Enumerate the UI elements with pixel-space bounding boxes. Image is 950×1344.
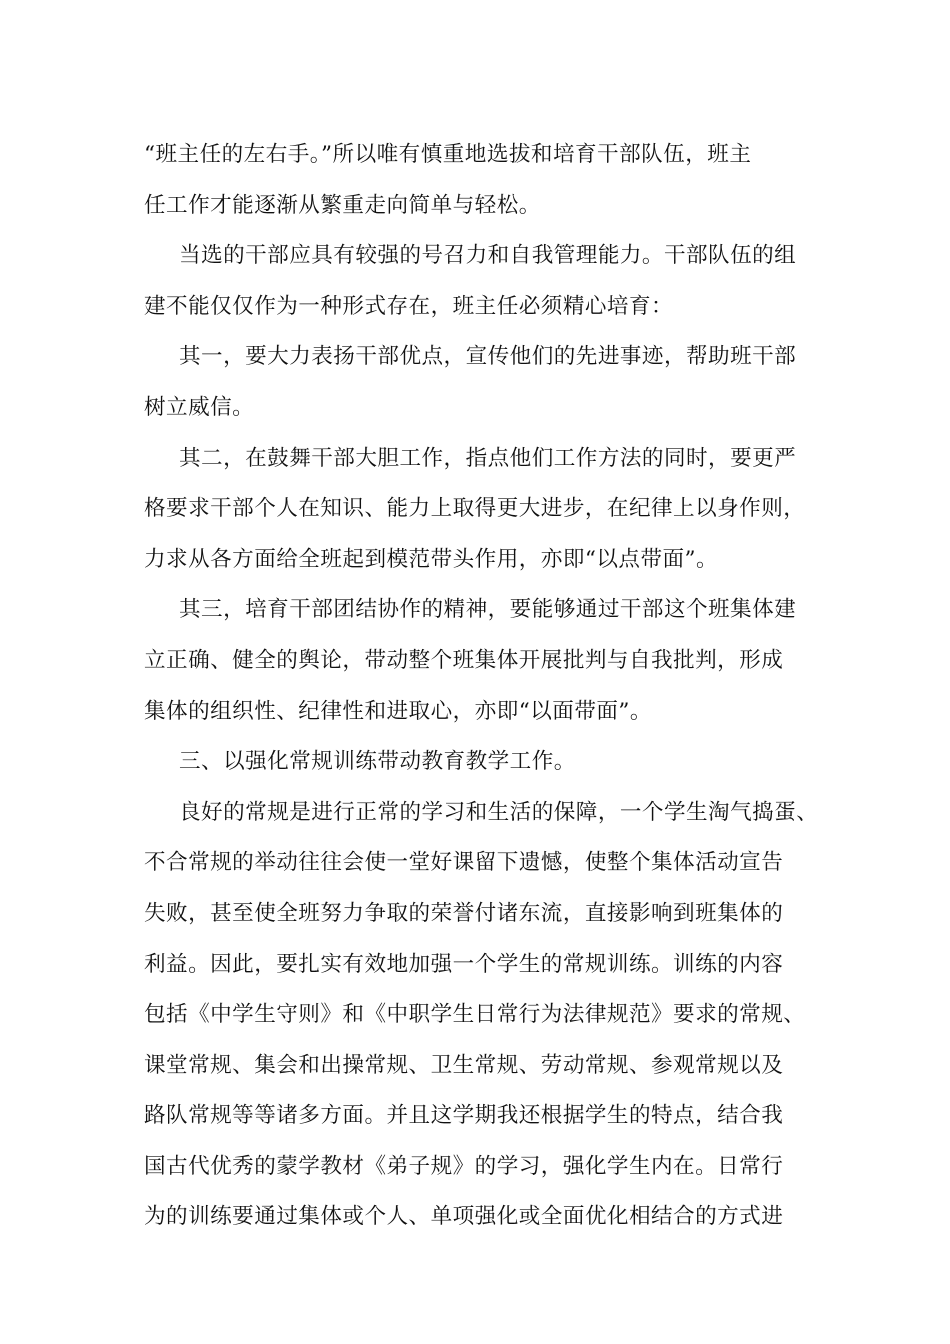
text-line: 其二，在鼓舞干部大胆工作，指点他们工作方法的同时，要更严 [179,445,797,471]
text-line: 为的训练要通过集体或个人、单项强化或全面优化相结合的方式进 [144,1204,784,1230]
text-line: 良好的常规是进行正常的学习和生活的保障，一个学生淘气捣蛋、 [179,799,819,825]
text-line: 树立威信。 [144,394,255,420]
section-heading: 三、以强化常规训练带动教育教学工作。 [179,749,576,775]
text-line: 立正确、健全的舆论，带动整个班集体开展批判与自我批判，形成 [144,647,784,673]
document-body [144,130,819,1243]
text-line: 国古代优秀的蒙学教材《弟子规》的学习，强化学生内在。日常行 [144,1153,784,1179]
text-line: 任工作才能逐渐从繁重走向简单与轻松。 [144,192,541,218]
text-line: 建不能仅仅作为一种形式存在，班主任必须精心培育： [144,293,674,319]
text-line: 格要求干部个人在知识、能力上取得更大进步，在纪律上以身作则， [144,496,806,522]
text-line: “班主任的左右手。”所以唯有慎重地选拔和培育干部队伍，班主 [144,142,752,167]
text-line: 集体的组织性、纪律性和进取心，亦即“以面带面”。 [144,698,652,724]
text-line: 课堂常规、集会和出操常规、卫生常规、劳动常规、参观常规以及 [144,1052,784,1078]
text-line: 其一，要大力表扬干部优点，宣传他们的先进事迹，帮助班干部 [179,344,797,370]
text-line: 当选的干部应具有较强的号召力和自我管理能力。干部队伍的组 [179,243,797,269]
text-line: 不合常规的举动往往会使一堂好课留下遗憾，使整个集体活动宣告 [144,850,784,876]
text-line: 力求从各方面给全班起到模范带头作用，亦即“以点带面”。 [144,546,719,572]
text-line: 失败，甚至使全班努力争取的荣誉付诸东流，直接影响到班集体的 [144,900,784,926]
text-line: 路队常规等等诸多方面。并且这学期我还根据学生的特点，结合我 [144,1103,784,1129]
text-line: 其三，培育干部团结协作的精神，要能够通过干部这个班集体建 [179,597,797,623]
text-line: 利益。因此，要扎实有效地加强一个学生的常规训练。训练的内容 [144,951,784,977]
text-line: 包括《中学生守则》和《中职学生日常行为法律规范》要求的常规、 [144,1002,806,1028]
